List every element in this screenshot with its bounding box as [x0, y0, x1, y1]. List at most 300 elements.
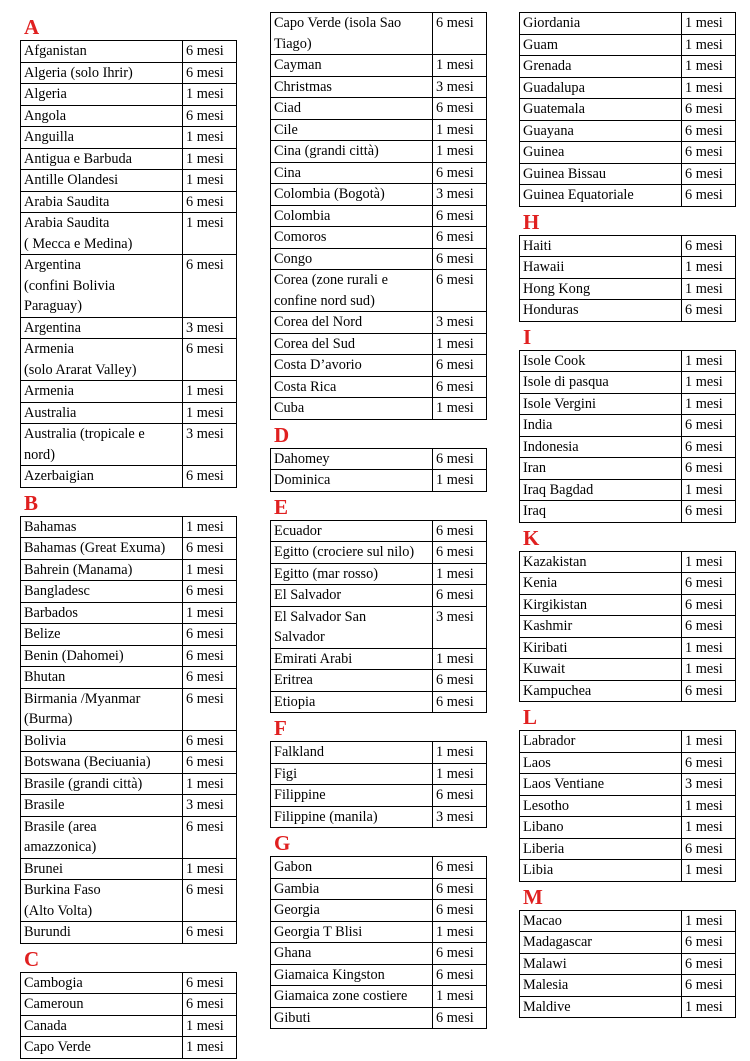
table-row — [520, 415, 736, 437]
duration-cell: 6 mesi — [183, 581, 237, 603]
duration-cell: 1 mesi — [183, 381, 237, 403]
duration-cell: 6 mesi — [682, 185, 736, 207]
table-row — [271, 376, 487, 398]
duration-cell: 1 mesi — [183, 148, 237, 170]
duration-cell: 1 mesi — [682, 278, 736, 300]
duration-cell: 1 mesi — [682, 817, 736, 839]
country-name: Argentina (confini Bolivia Paraguay) — [21, 255, 183, 318]
duration-cell: 6 mesi — [183, 922, 237, 944]
country-name: Angola — [21, 105, 183, 127]
country-name: Brasile — [21, 795, 183, 817]
duration-cell: 6 mesi — [682, 99, 736, 121]
duration-cell: 6 mesi — [183, 730, 237, 752]
table-row — [271, 205, 487, 227]
table-row — [271, 585, 487, 607]
table-row — [271, 900, 487, 922]
country-name: Libano — [520, 817, 682, 839]
table-row — [21, 858, 237, 880]
table-row — [520, 932, 736, 954]
country-name: Barbados — [21, 602, 183, 624]
table-row — [271, 943, 487, 965]
duration-cell: 1 mesi — [183, 559, 237, 581]
country-name: Gabon — [271, 857, 433, 879]
duration-cell: 6 mesi — [682, 932, 736, 954]
table-row — [271, 312, 487, 334]
country-name: Guatemala — [520, 99, 682, 121]
duration-cell: 6 mesi — [183, 972, 237, 994]
country-name: Labrador — [520, 731, 682, 753]
section-letter: G — [274, 831, 291, 855]
table-row — [271, 691, 487, 713]
country-name: Guadalupa — [520, 77, 682, 99]
table-row — [21, 688, 237, 730]
duration-cell: 6 mesi — [183, 538, 237, 560]
table-row — [21, 752, 237, 774]
duration-cell: 6 mesi — [682, 752, 736, 774]
country-name: Anguilla — [21, 127, 183, 149]
country-name: Isole Cook — [520, 350, 682, 372]
table-row — [21, 317, 237, 339]
duration-cell: 6 mesi — [433, 248, 487, 270]
table-row — [520, 573, 736, 595]
table-row — [520, 731, 736, 753]
duration-cell: 6 mesi — [433, 542, 487, 564]
country-name: Liberia — [520, 838, 682, 860]
country-name: Algeria — [21, 84, 183, 106]
country-name: Colombia (Bogotà) — [271, 184, 433, 206]
country-name: Argentina — [21, 317, 183, 339]
duration-cell: 1 mesi — [433, 119, 487, 141]
table-row — [271, 398, 487, 420]
table-row — [520, 910, 736, 932]
duration-cell: 6 mesi — [433, 900, 487, 922]
column-right — [519, 12, 730, 1020]
table-row — [21, 402, 237, 424]
duration-cell: 3 mesi — [433, 76, 487, 98]
country-name: Ecuador — [271, 520, 433, 542]
table-row — [21, 213, 237, 255]
table-row — [271, 162, 487, 184]
country-name: Algeria (solo Ihrir) — [21, 62, 183, 84]
country-table — [270, 448, 487, 492]
country-name: Bahamas (Great Exuma) — [21, 538, 183, 560]
duration-cell: 1 mesi — [682, 659, 736, 681]
country-name: Corea del Nord — [271, 312, 433, 334]
duration-cell: 1 mesi — [682, 910, 736, 932]
duration-cell: 6 mesi — [433, 13, 487, 55]
table-row — [520, 659, 736, 681]
table-row — [520, 235, 736, 257]
country-name: Malawi — [520, 953, 682, 975]
country-table — [270, 520, 487, 714]
table-row — [520, 637, 736, 659]
country-name: Haiti — [520, 235, 682, 257]
duration-cell: 6 mesi — [183, 816, 237, 858]
section-letter: L — [523, 705, 538, 729]
duration-cell: 6 mesi — [433, 1007, 487, 1029]
duration-cell: 6 mesi — [183, 41, 237, 63]
country-name: Antigua e Barbuda — [21, 148, 183, 170]
country-name: Indonesia — [520, 436, 682, 458]
country-name: Corea del Sud — [271, 333, 433, 355]
duration-cell: 1 mesi — [433, 470, 487, 492]
country-name: Emirati Arabi — [271, 648, 433, 670]
table-row — [520, 838, 736, 860]
duration-cell: 6 mesi — [682, 142, 736, 164]
table-row — [520, 350, 736, 372]
table-row — [520, 953, 736, 975]
duration-cell: 6 mesi — [682, 838, 736, 860]
country-name: Brasile (grandi città) — [21, 773, 183, 795]
country-name: El Salvador — [271, 585, 433, 607]
country-name: Cile — [271, 119, 433, 141]
duration-cell: 6 mesi — [433, 670, 487, 692]
country-table — [519, 12, 736, 207]
table-row — [271, 98, 487, 120]
country-name: Bahamas — [21, 516, 183, 538]
table-row — [520, 372, 736, 394]
table-row — [520, 436, 736, 458]
duration-cell: 6 mesi — [433, 585, 487, 607]
country-name: Libia — [520, 860, 682, 882]
table-row — [21, 1037, 237, 1059]
table-row — [271, 878, 487, 900]
country-name: Egitto (crociere sul nilo) — [271, 542, 433, 564]
table-row — [271, 1007, 487, 1029]
duration-cell: 1 mesi — [682, 56, 736, 78]
table-row — [21, 255, 237, 318]
duration-cell: 6 mesi — [682, 680, 736, 702]
country-name: Giamaica zone costiere — [271, 986, 433, 1008]
table-row — [520, 616, 736, 638]
country-table — [519, 551, 736, 703]
duration-cell: 1 mesi — [183, 127, 237, 149]
duration-cell: 3 mesi — [433, 312, 487, 334]
table-row — [21, 1015, 237, 1037]
duration-cell: 6 mesi — [682, 501, 736, 523]
duration-cell: 6 mesi — [682, 163, 736, 185]
duration-cell: 1 mesi — [433, 333, 487, 355]
country-table — [270, 856, 487, 1029]
table-row — [520, 680, 736, 702]
country-name: Eritrea — [271, 670, 433, 692]
country-name: Figi — [271, 763, 433, 785]
table-row — [271, 119, 487, 141]
duration-cell: 6 mesi — [433, 691, 487, 713]
country-table — [270, 741, 487, 828]
country-name: Kazakistan — [520, 551, 682, 573]
country-name: El Salvador San Salvador — [271, 606, 433, 648]
country-name: Congo — [271, 248, 433, 270]
country-table — [519, 730, 736, 882]
section-letter: A — [24, 15, 40, 39]
duration-cell: 1 mesi — [183, 773, 237, 795]
country-name: Iran — [520, 458, 682, 480]
table-row — [21, 624, 237, 646]
duration-cell: 6 mesi — [433, 448, 487, 470]
duration-cell: 1 mesi — [682, 996, 736, 1018]
country-table — [20, 516, 237, 944]
table-row — [271, 333, 487, 355]
table-row — [520, 142, 736, 164]
table-row — [21, 191, 237, 213]
country-name: Madagascar — [520, 932, 682, 954]
table-row — [520, 77, 736, 99]
country-name: Antille Olandesi — [21, 170, 183, 192]
table-row — [520, 458, 736, 480]
duration-cell: 6 mesi — [433, 376, 487, 398]
duration-cell: 1 mesi — [682, 731, 736, 753]
country-name: Grenada — [520, 56, 682, 78]
table-row — [520, 479, 736, 501]
duration-cell: 6 mesi — [183, 191, 237, 213]
table-row — [271, 806, 487, 828]
country-name: Guinea Equatoriale — [520, 185, 682, 207]
country-name: Filippine — [271, 785, 433, 807]
country-name: Isole di pasqua — [520, 372, 682, 394]
duration-cell: 1 mesi — [183, 84, 237, 106]
table-row — [271, 355, 487, 377]
duration-cell: 1 mesi — [433, 398, 487, 420]
table-row — [520, 817, 736, 839]
duration-cell: 1 mesi — [183, 602, 237, 624]
table-row — [271, 470, 487, 492]
section-letter: M — [523, 884, 543, 909]
table-row — [21, 466, 237, 488]
section-letter: I — [523, 324, 532, 349]
country-name: Guinea Bissau — [520, 163, 682, 185]
section-letter: C — [24, 946, 40, 971]
country-name: Armenia — [21, 381, 183, 403]
table-row — [520, 594, 736, 616]
duration-cell: 6 mesi — [433, 270, 487, 312]
duration-cell: 6 mesi — [433, 964, 487, 986]
duration-cell: 6 mesi — [682, 953, 736, 975]
duration-cell: 1 mesi — [682, 372, 736, 394]
table-row — [271, 964, 487, 986]
duration-cell: 1 mesi — [682, 637, 736, 659]
table-row — [271, 648, 487, 670]
table-row — [520, 551, 736, 573]
duration-cell: 6 mesi — [433, 162, 487, 184]
table-row — [21, 41, 237, 63]
duration-cell: 6 mesi — [183, 105, 237, 127]
country-name: Armenia (solo Ararat Valley) — [21, 339, 183, 381]
table-row — [520, 393, 736, 415]
duration-cell: 3 mesi — [682, 774, 736, 796]
country-name: Kiribati — [520, 637, 682, 659]
country-name: Kenia — [520, 573, 682, 595]
section-letter: K — [523, 525, 540, 550]
duration-cell: 1 mesi — [433, 742, 487, 764]
table-row — [271, 248, 487, 270]
country-name: Costa D’avorio — [271, 355, 433, 377]
duration-cell: 3 mesi — [183, 795, 237, 817]
duration-cell: 1 mesi — [433, 921, 487, 943]
table-row — [21, 381, 237, 403]
country-name: Brasile (area amazzonica) — [21, 816, 183, 858]
column-middle — [270, 12, 481, 1031]
duration-cell: 1 mesi — [682, 350, 736, 372]
table-row — [520, 34, 736, 56]
duration-cell: 6 mesi — [433, 878, 487, 900]
country-name: Laos — [520, 752, 682, 774]
section-letter: B — [24, 490, 39, 515]
country-name: Gambia — [271, 878, 433, 900]
table-row — [21, 773, 237, 795]
country-name: Canada — [21, 1015, 183, 1037]
country-name: Bhutan — [21, 667, 183, 689]
duration-cell: 1 mesi — [433, 986, 487, 1008]
table-row — [21, 339, 237, 381]
table-row — [520, 56, 736, 78]
duration-cell: 1 mesi — [682, 257, 736, 279]
country-name: Birmania /Myanmar (Burma) — [21, 688, 183, 730]
country-name: Burkina Faso (Alto Volta) — [21, 880, 183, 922]
country-name: Cina — [271, 162, 433, 184]
table-row — [271, 670, 487, 692]
table-row — [520, 257, 736, 279]
country-table — [270, 12, 487, 420]
country-name: Azerbaigian — [21, 466, 183, 488]
table-row — [21, 922, 237, 944]
table-row — [21, 581, 237, 603]
duration-cell: 3 mesi — [433, 806, 487, 828]
country-name: Iraq — [520, 501, 682, 523]
country-name: Kashmir — [520, 616, 682, 638]
country-name: Bolivia — [21, 730, 183, 752]
table-row — [21, 816, 237, 858]
table-row — [21, 602, 237, 624]
country-table — [519, 910, 736, 1019]
country-name: Georgia T Blisi — [271, 921, 433, 943]
table-row — [271, 857, 487, 879]
duration-cell: 6 mesi — [183, 624, 237, 646]
country-name: Egitto (mar rosso) — [271, 563, 433, 585]
duration-cell: 1 mesi — [433, 763, 487, 785]
country-name: Giamaica Kingston — [271, 964, 433, 986]
duration-cell: 1 mesi — [682, 13, 736, 35]
duration-cell: 6 mesi — [682, 975, 736, 997]
table-row — [271, 141, 487, 163]
country-name: Iraq Bagdad — [520, 479, 682, 501]
duration-cell: 6 mesi — [682, 458, 736, 480]
duration-cell: 1 mesi — [433, 563, 487, 585]
country-name: Ciad — [271, 98, 433, 120]
duration-cell: 6 mesi — [433, 227, 487, 249]
table-row — [21, 127, 237, 149]
country-name: Guinea — [520, 142, 682, 164]
duration-cell: 6 mesi — [433, 98, 487, 120]
duration-cell: 6 mesi — [682, 415, 736, 437]
country-name: Honduras — [520, 300, 682, 322]
country-name: Dahomey — [271, 448, 433, 470]
table-row — [271, 742, 487, 764]
duration-cell: 6 mesi — [433, 857, 487, 879]
country-name: Hong Kong — [520, 278, 682, 300]
table-row — [520, 975, 736, 997]
country-name: Benin (Dahomei) — [21, 645, 183, 667]
duration-cell: 3 mesi — [183, 424, 237, 466]
country-name: Laos Ventiane — [520, 774, 682, 796]
table-row — [21, 148, 237, 170]
section-letter: F — [274, 716, 287, 740]
country-name: Macao — [520, 910, 682, 932]
country-name: Cayman — [271, 55, 433, 77]
table-row — [21, 170, 237, 192]
duration-cell: 6 mesi — [682, 235, 736, 257]
country-name: Falkland — [271, 742, 433, 764]
duration-cell: 1 mesi — [682, 34, 736, 56]
table-row — [21, 994, 237, 1016]
country-name: Capo Verde (isola Sao Tiago) — [271, 13, 433, 55]
table-row — [271, 55, 487, 77]
table-row — [520, 163, 736, 185]
table-row — [271, 76, 487, 98]
duration-cell: 3 mesi — [433, 606, 487, 648]
table-row — [271, 227, 487, 249]
table-row — [520, 501, 736, 523]
country-name: Botswana (Beciuania) — [21, 752, 183, 774]
section-letter: H — [523, 209, 540, 234]
country-name: Giordania — [520, 13, 682, 35]
duration-cell: 6 mesi — [433, 520, 487, 542]
duration-cell: 6 mesi — [682, 300, 736, 322]
duration-cell: 1 mesi — [682, 795, 736, 817]
table-row — [21, 667, 237, 689]
country-name: Cina (grandi città) — [271, 141, 433, 163]
column-left — [20, 12, 231, 1061]
duration-cell: 6 mesi — [183, 880, 237, 922]
duration-cell: 1 mesi — [433, 648, 487, 670]
table-row — [520, 860, 736, 882]
duration-cell: 1 mesi — [682, 551, 736, 573]
table-row — [520, 774, 736, 796]
duration-cell: 6 mesi — [183, 255, 237, 318]
country-name: Brunei — [21, 858, 183, 880]
table-row — [520, 120, 736, 142]
duration-cell: 6 mesi — [183, 339, 237, 381]
table-row — [21, 730, 237, 752]
table-row — [21, 105, 237, 127]
duration-cell: 1 mesi — [183, 213, 237, 255]
country-name: Australia (tropicale e nord) — [21, 424, 183, 466]
country-name: Cuba — [271, 398, 433, 420]
country-name: Cameroun — [21, 994, 183, 1016]
duration-cell: 1 mesi — [682, 393, 736, 415]
table-row — [520, 300, 736, 322]
table-row — [520, 278, 736, 300]
duration-cell: 6 mesi — [682, 616, 736, 638]
country-name: Filippine (manila) — [271, 806, 433, 828]
duration-cell: 1 mesi — [183, 1015, 237, 1037]
duration-cell: 1 mesi — [183, 170, 237, 192]
country-name: India — [520, 415, 682, 437]
country-name: Guayana — [520, 120, 682, 142]
country-name: Georgia — [271, 900, 433, 922]
section-letter: D — [274, 422, 290, 447]
country-name: Cambogia — [21, 972, 183, 994]
table-row — [21, 62, 237, 84]
country-name: Guam — [520, 34, 682, 56]
table-row — [271, 13, 487, 55]
country-name: Costa Rica — [271, 376, 433, 398]
country-table — [519, 350, 736, 523]
duration-cell: 1 mesi — [682, 860, 736, 882]
table-row — [520, 185, 736, 207]
country-name: Australia — [21, 402, 183, 424]
duration-cell: 1 mesi — [433, 141, 487, 163]
